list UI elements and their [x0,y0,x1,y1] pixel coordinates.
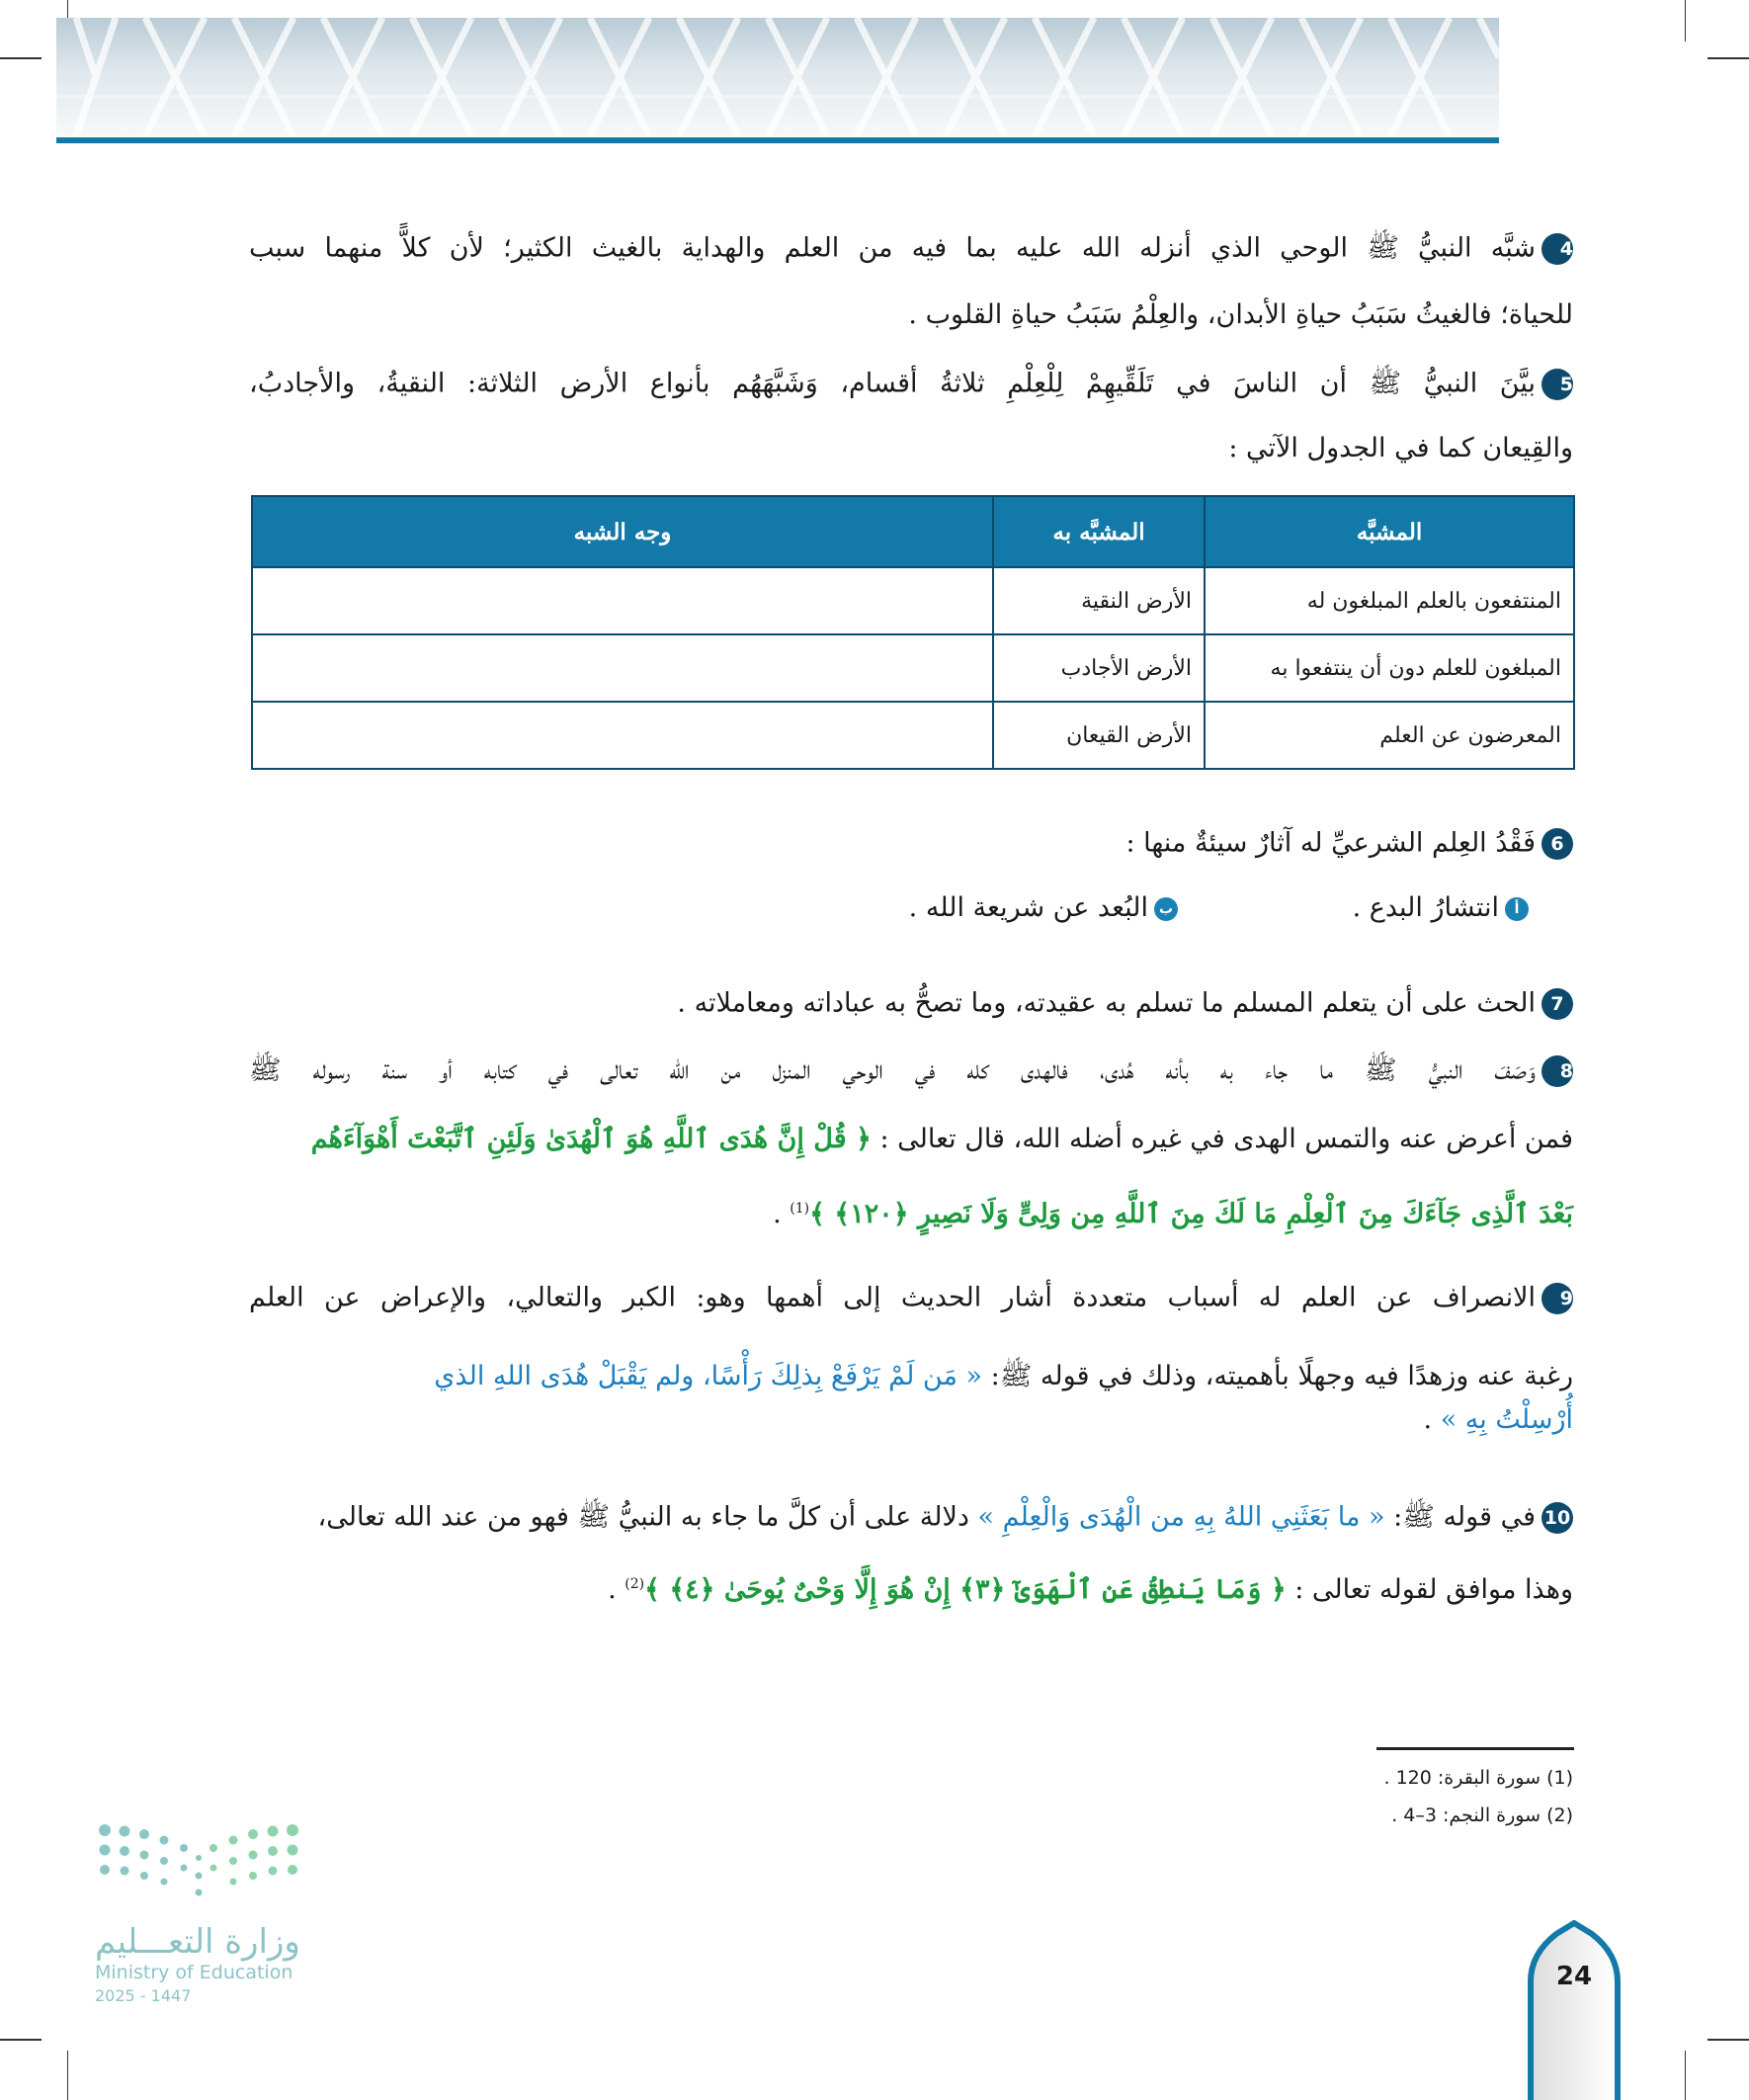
table-cell: المعرضون عن العلم [1205,702,1574,769]
sub-item-a [1353,893,1529,923]
quran-verse: بَعْدَ ٱلَّذِى جَآءَكَ مِنَ ٱلْعِلْمِ مَا لَكَ مِنَ ٱللَّهِ مِن وَلِىٍّ وَلَا نَصِيرٍ ﴿١٢٠﴾ ﴾ [809,1199,1573,1229]
crop-mark [0,57,42,59]
table-header: المشبَّه [1205,496,1574,567]
table-header: المشبَّه به [993,496,1205,567]
footnote-divider [1376,1747,1574,1750]
table-cell: الأرض النقية [993,567,1205,634]
table-cell [252,634,993,702]
item-text: فَقْدُ العِلم الشرعيِّ له آثارٌ سيئةٌ منها : [1125,827,1536,859]
similes-table [251,495,1575,770]
footnote-1: (1) سورة البقرة: 120 . [1383,1767,1573,1789]
item-text: الحث على أن يتعلم المسلم ما تسلم به عقيدته، وما تصحُّ به عباداته ومعاملاته . [677,987,1536,1019]
item-text: للحياة؛ فالغيثُ سَبَبُ حياةِ الأبدان، والعِلْمُ سَبَبُ حياةِ القلوب . [908,299,1573,330]
table-row [252,634,1574,702]
sub-item-text: البُعد عن شريعة الله . [908,892,1148,923]
table-row [252,567,1574,634]
item-number-badge: 10 [1541,1502,1573,1534]
item-text: في قوله ﷺ: [1384,1501,1536,1533]
ministry-logo-icon [95,1818,312,1907]
table-header-row [252,496,1574,567]
ministry-name-arabic: وزارة التعـــليم [95,1922,300,1962]
item-text: والقِيعان كما في الجدول الآتي : [1228,433,1573,463]
punctuation: . [1423,1404,1441,1435]
crop-mark [0,2039,42,2041]
sub-item-b [909,893,1178,923]
footnote-ref: (1) [790,1201,810,1217]
item-text: شبَّه النبيُّ ﷺ الوحي الذي أنزله الله عليه بما فيه من العلم والهداية بالغيث الكثير؛ لأن كلاًّ منهما سبب [249,232,1536,264]
table-cell: المبلغون للعلم دون أن ينتفعوا به [1205,634,1574,702]
crop-mark [67,2051,68,2100]
quran-verse: ﴿ قُلْ إِنَّ هُدَى ٱللَّهِ هُوَ ٱلْهُدَىٰ وَلَئِنِ ٱتَّبَعْتَ أَهْوَآءَهُم [310,1124,872,1154]
table-cell: الأرض القيعان [993,702,1205,769]
item-number-badge: 9 [1541,1283,1573,1314]
sub-item-text: انتشارُ البدع . [1352,892,1499,923]
item-number-badge: 6 [1541,828,1573,860]
table-cell [252,567,993,634]
crop-mark [1685,2051,1686,2100]
item-text: بيَّنَ النبيُّ ﷺ أن الناسَ في تَلَقِّيهِمْ لِلْعِلْمِ ثلاثةُ أقسام، وَشَبَّهَهُم بأنواع الأرض الثلاثة: النقيةُ، والأجادبُ، [249,368,1536,399]
item-number-badge: 4 [1541,233,1573,265]
ministry-name-english: Ministry of Education [95,1962,293,1983]
item-number-badge: 5 [1541,369,1573,400]
punctuation: . [773,1199,791,1229]
table-cell: المنتفعون بالعلم المبلغون له [1205,567,1574,634]
hadith-quote: أُرْسِلْتُ بِهِ » [1440,1404,1573,1435]
item-text: الانصراف عن العلم له أسباب متعددة أشار الحديث إلى أهمها وهو: الكبر والتعالي، والإعراض عن العلم [249,1282,1536,1313]
footnote-ref: (2) [625,1576,645,1592]
item-text: وهذا موافق لقوله تعالى : [1286,1574,1573,1605]
item-text: دلالة على أن كلَّ ما جاء به النبيُّ ﷺ فهو من عند الله تعالى، [317,1501,978,1533]
sub-item-badge: أ [1505,897,1529,921]
table-cell: الأرض الأجادب [993,634,1205,702]
punctuation: . [608,1574,625,1605]
page-tab-icon [1527,1920,1622,2100]
item-text: رغبة عنه وزهدًا فيه وجهلًا بأهميته، وذلك في قوله ﷺ: [982,1361,1573,1391]
footnote-2: (2) سورة النجم: 3–4 . [1391,1805,1573,1826]
page-number: 24 [1555,1962,1593,1991]
item-number-badge: 8 [1541,1055,1573,1087]
geometric-pattern-icon [56,18,1499,136]
quran-verse: ﴿ وَمَا يَنطِقُ عَنِ ٱلْهَوَىٰٓ ﴿٣﴾ إِنْ هُوَ إِلَّا وَحْىٌ يُوحَىٰ ﴿٤﴾ ﴾ [644,1574,1287,1605]
item-text: وَصَفَ النبيُّ ﷺ ما جاء به بأنه هُدى، فالهدى كله في الوحي المنزل من الله تعالى في كتابه أو سنة رسوله ﷺ [249,1054,1536,1086]
header-rule [56,137,1499,143]
table-header: وجه الشبه [252,496,993,567]
crop-mark [1707,2039,1749,2041]
header-pattern-band [56,18,1499,136]
crop-mark [1707,57,1749,59]
sub-item-badge: ب [1154,897,1178,921]
hadith-quote: « مَن لَمْ يَرْفَعْ بِذلِكَ رَأْسًا، ولم يَقْبَلْ هُدَى اللهِ الذي [434,1361,983,1391]
hadith-quote: « ما بَعَثَنِي اللهُ بِهِ من الْهُدَى وَالْعِلْمِ » [977,1501,1385,1533]
edition-year: 2025 - 1447 [95,1986,192,2005]
item-text: فمن أعرض عنه والتمس الهدى في غيره أضله الله، قال تعالى : [871,1124,1573,1154]
table-cell [252,702,993,769]
item-number-badge: 7 [1541,988,1573,1020]
crop-mark [1685,0,1686,42]
table-row [252,702,1574,769]
